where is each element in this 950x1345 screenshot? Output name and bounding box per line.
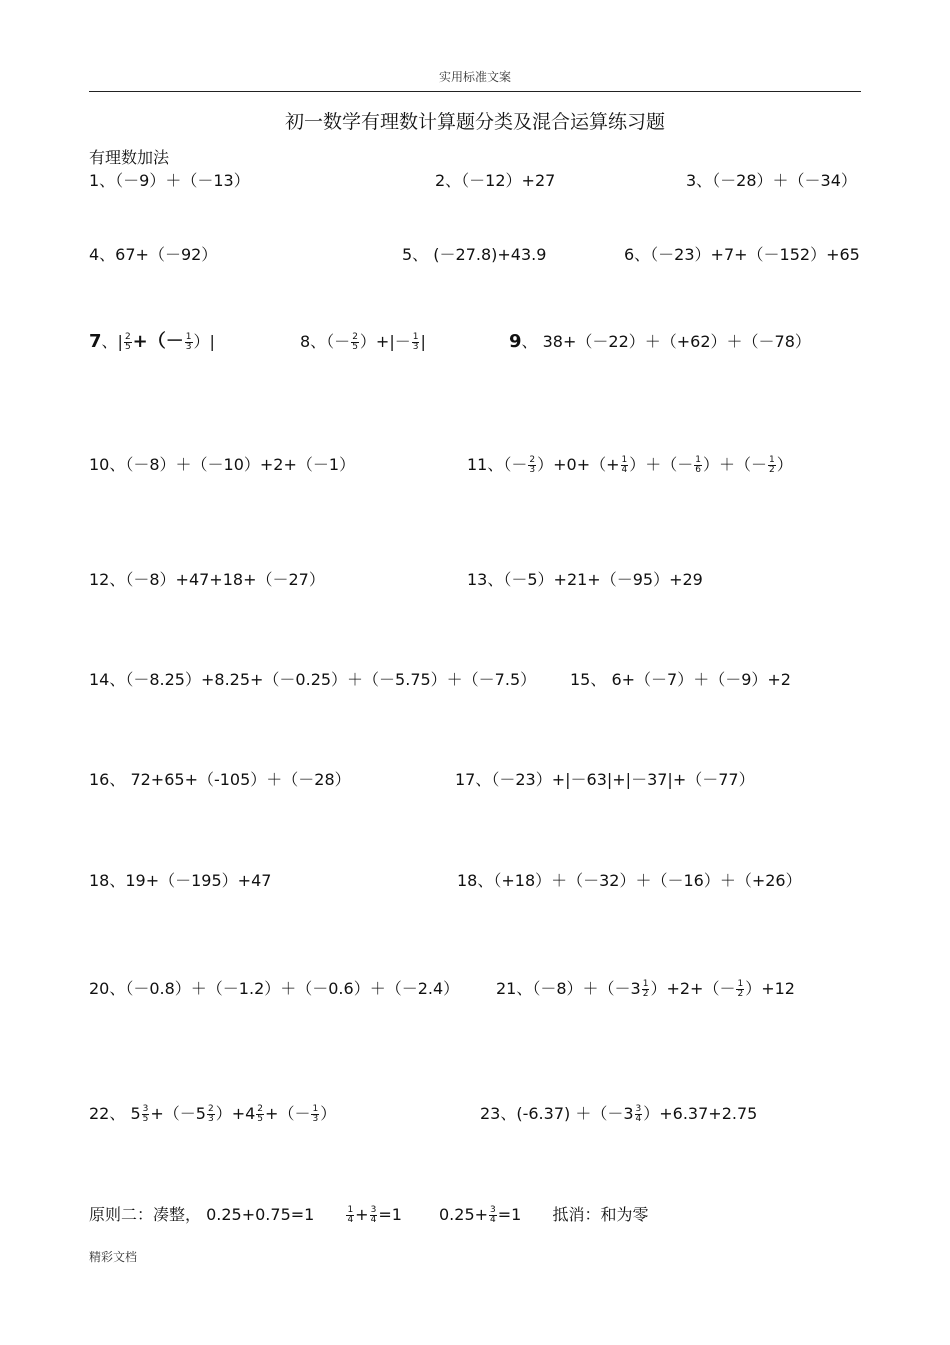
fraction: $\frac{3}{4}$ [635,1104,642,1124]
problem-11-text: ）＋（－ [703,455,768,474]
problem-18: 18、19+（－195）+47 [89,871,272,890]
problem-8-text: 8、（－ [300,332,351,351]
problem-12: 12、（－8）+47+18+（－27） [89,570,325,589]
problem-11-text: ） [776,455,793,474]
page-footer: 精彩文档 [89,1250,138,1264]
fraction: $\frac{3}{4}$ [370,1205,377,1225]
fraction: $\frac{3}{4}$ [490,1205,496,1225]
problem-22-text: +（－5 [150,1104,206,1123]
problem-15: 15、 6+（－7）＋（－9）+2 [570,670,791,689]
problem-7 [89,332,215,352]
fraction: $\frac{2}{5}$ [124,332,131,352]
problem-7-text: 、| [101,332,123,351]
fraction: $\frac{1}{2}$ [769,455,775,475]
problem-4: 4、67+（－92） [89,245,218,264]
problem-8 [300,332,426,352]
principle-text: =1 [497,1205,522,1224]
principle-text: + [355,1205,369,1224]
problem-8-text: ）+|－ [359,332,411,351]
problem-8-text: | [420,332,426,351]
problem-11-text: ）+0+（+ [537,455,620,474]
fraction: $\frac{1}{3}$ [185,332,192,352]
problem-11 [467,455,793,475]
problem-21 [496,979,795,999]
problem-23 [480,1104,757,1124]
fraction: $\frac{1}{3}$ [412,332,419,352]
fraction: $\frac{2}{3}$ [529,455,536,475]
fraction: $\frac{1}{4}$ [347,1205,354,1225]
principle-text: =1 [378,1205,402,1224]
problem-9-text: 、 38+（－22）＋（+62）＋（－78） [521,332,811,351]
page-title: 初一数学有理数计算题分类及混合运算练习题 [284,111,665,133]
problem-20: 20、（－0.8）＋（－1.2）＋（－0.6）＋（－2.4） [89,979,460,998]
problem-14: 14、（－8.25）+8.25+（－0.25）＋（－5.75）＋（－7.5） [89,670,537,689]
fraction: $\frac{1}{6}$ [695,455,701,475]
problem-19: 18、（+18）＋（－32）＋（－16）＋（+26） [457,871,802,890]
problem-5: 5、 (－27.8)+43.9 [402,245,547,264]
problem-13: 13、（－5）+21+（－95）+29 [467,570,703,589]
problem-7-text: +（－ [132,331,184,352]
problem-21-text: ）+12 [745,979,795,998]
problem-22-text: 22、 5 [89,1104,141,1123]
problem-17: 17、（－23）+|－63|+|－37|+（－77） [455,770,755,789]
fraction: $\frac{1}{4}$ [621,455,628,475]
problem-22-text: ）+4 [215,1104,256,1123]
problem-10: 10、（－8）＋（－10）+2+（－1） [89,455,356,474]
problem-16: 16、 72+65+（-105）＋（－28） [89,770,351,789]
problem-1: 1、（－9）＋（－13） [89,171,250,190]
problem-23-text: ）+6.37+2.75 [643,1104,758,1123]
problem-21-text: ）+2+（－ [650,979,736,998]
problem-23-text: 23、(-6.37) ＋（－3 [480,1104,634,1123]
principle-text: 抵消：和为零 [552,1205,649,1224]
fraction: $\frac{1}{2}$ [642,979,649,999]
problem-3: 3、（－28）＋（－34） [686,171,857,190]
problem-7-number: 7 [89,331,102,352]
fraction: $\frac{1}{3}$ [312,1104,319,1124]
problem-2: 2、（－12）+27 [435,171,556,190]
problem-22 [89,1104,336,1124]
problem-21-text: 21、（－8）＋（－3 [496,979,641,998]
principle-text: 0.25+ [439,1205,489,1224]
problem-7-text: ）| [193,332,215,351]
fraction: $\frac{2}{5}$ [352,332,358,352]
problem-9-number: 9 [509,331,522,352]
fraction: $\frac{1}{2}$ [737,979,744,999]
section-heading: 有理数加法 [89,148,170,167]
problem-11-text: ）＋（－ [629,455,694,474]
problem-6: 6、（－23）+7+（－152）+65 [624,245,860,264]
principle-text: 原则二：凑整， 0.25+0.75=1 [89,1205,315,1224]
problem-9 [509,332,811,352]
header-divider [89,91,861,92]
page-header: 实用标准文案 [438,70,511,84]
problem-11-text: 11、（－ [467,455,528,474]
fraction: $\frac{2}{3}$ [207,1104,214,1124]
problem-22-text: ） [320,1104,337,1123]
fraction: $\frac{2}{5}$ [257,1104,264,1124]
fraction: $\frac{3}{5}$ [142,1104,149,1124]
problem-22-text: +（－ [265,1104,311,1123]
principle-two [89,1205,648,1225]
